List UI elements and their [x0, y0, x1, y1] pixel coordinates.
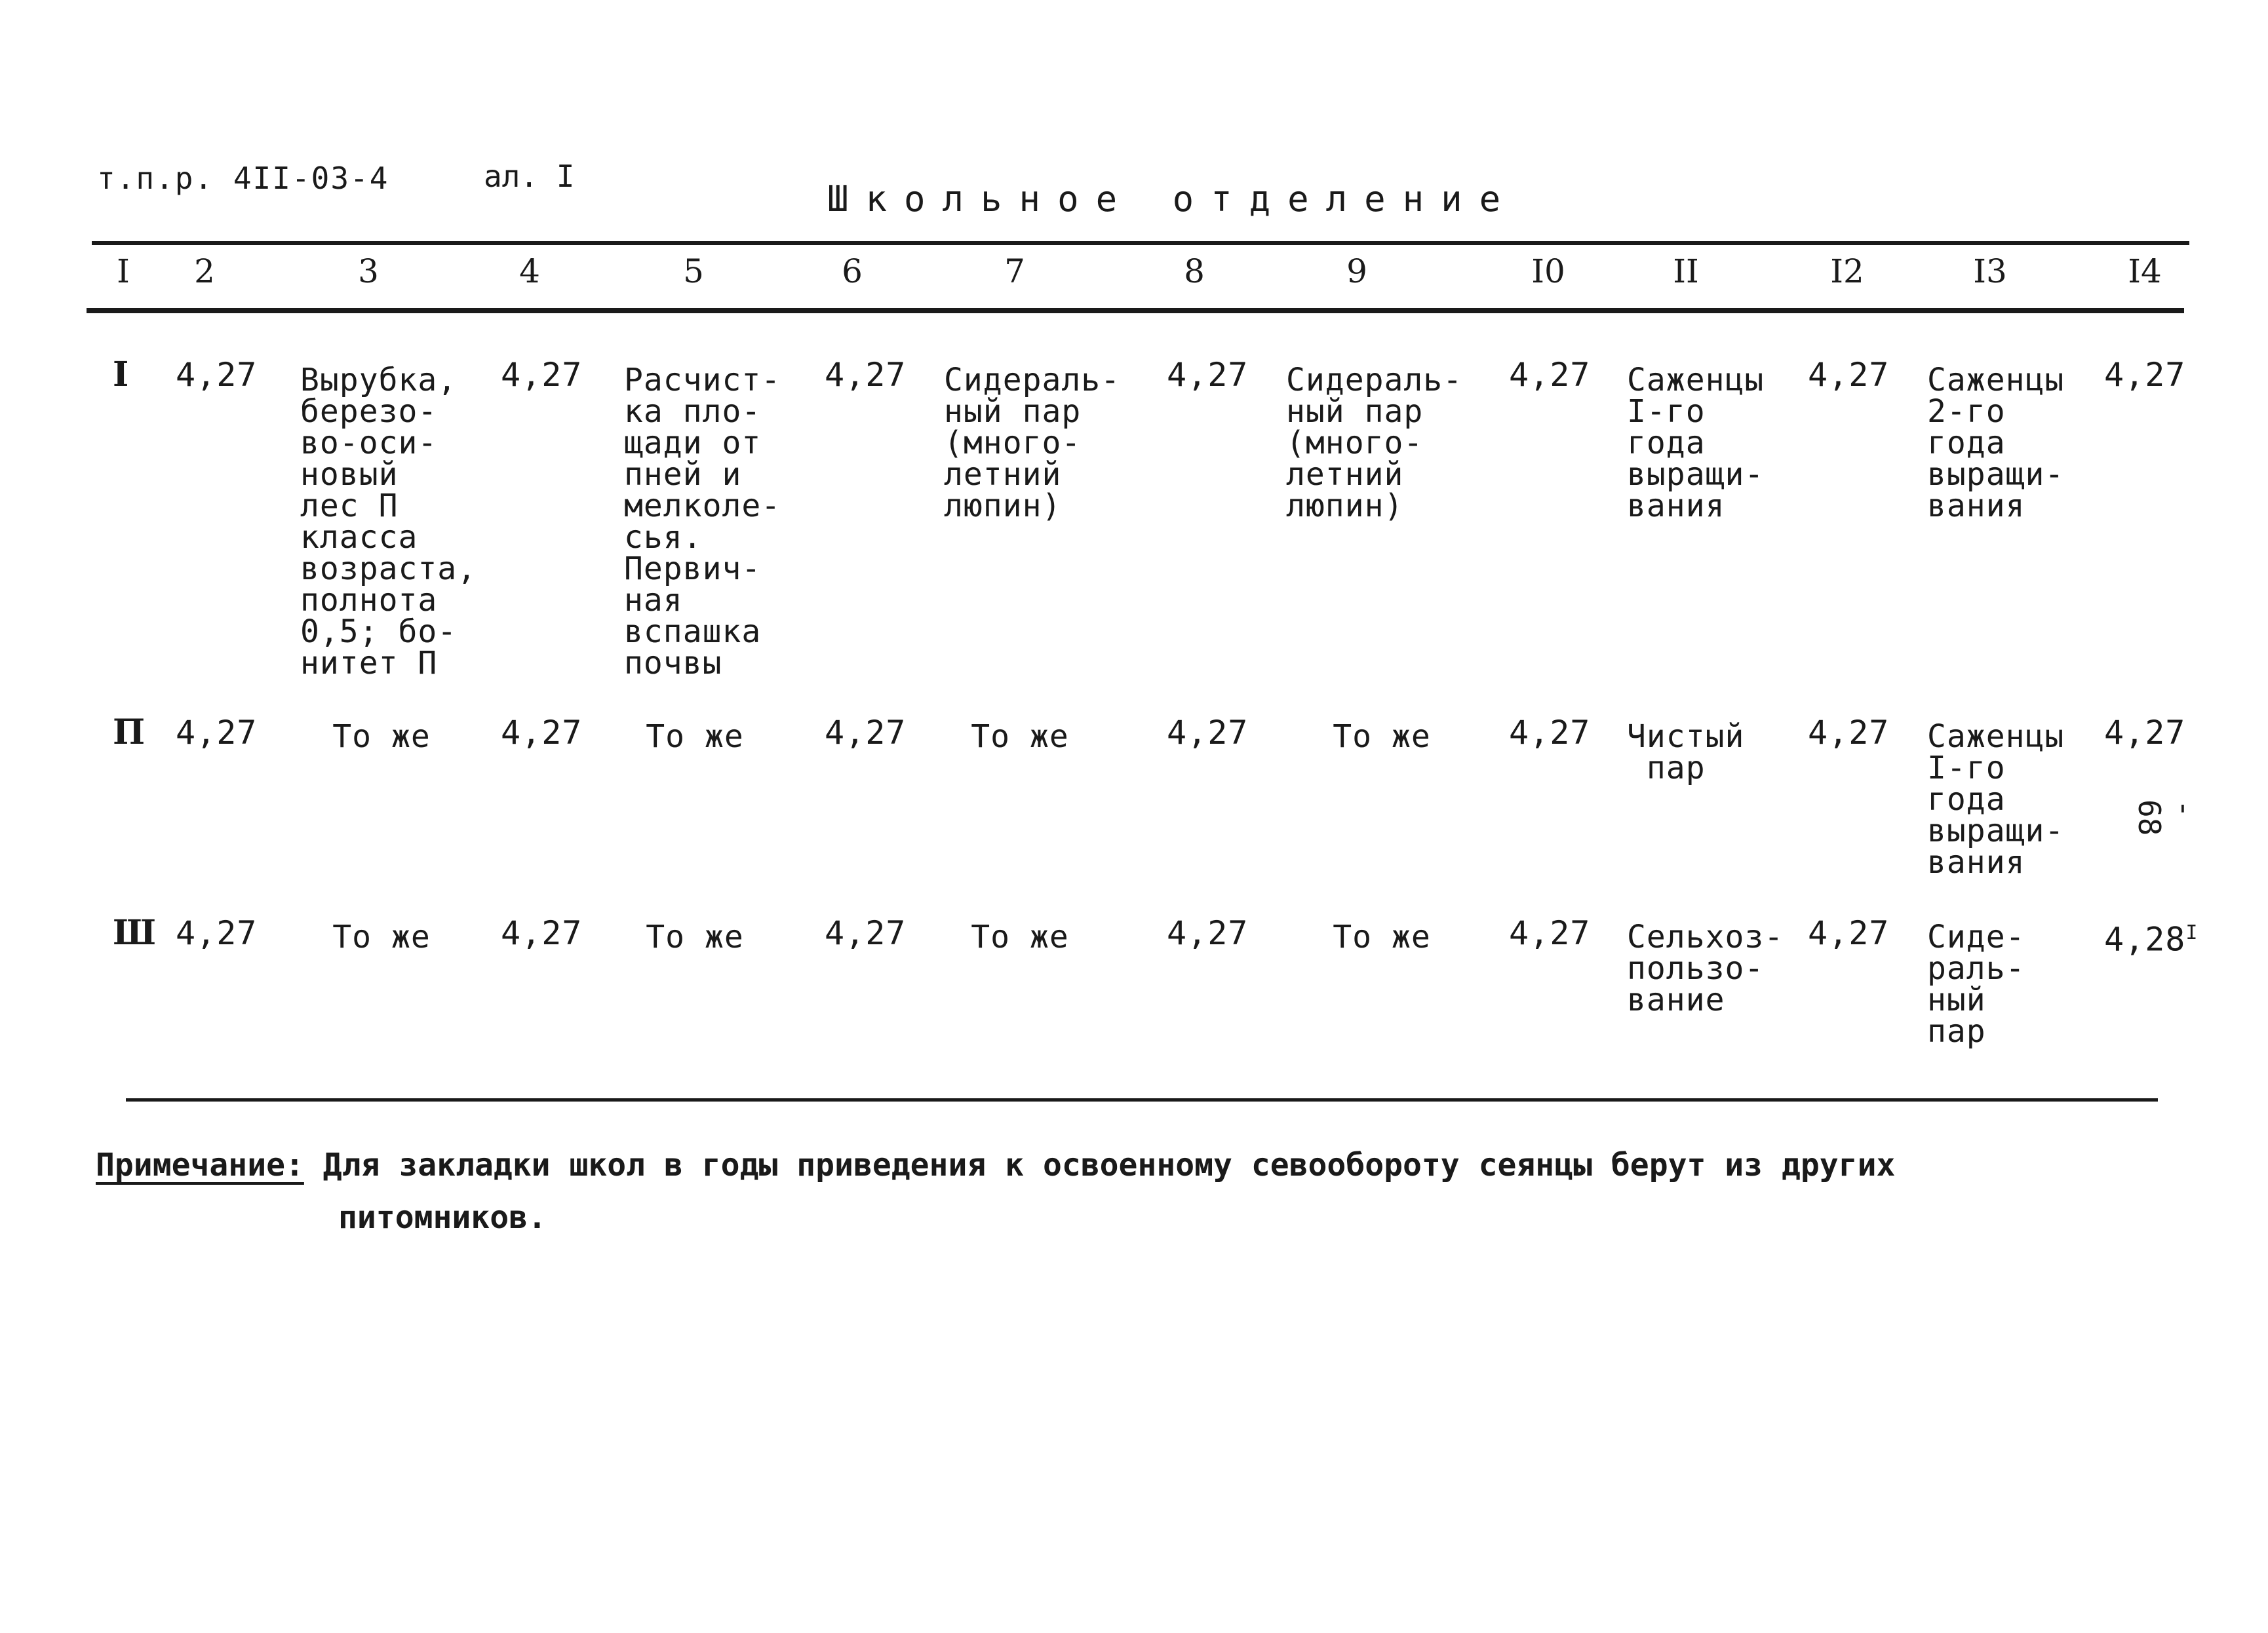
- column-header: 6: [842, 252, 863, 290]
- table-cell: 4,27: [1509, 356, 1591, 394]
- table-cell: То же: [971, 919, 1069, 955]
- table-cell: 4,27: [1509, 714, 1591, 752]
- table-cell: 4,27: [501, 714, 583, 752]
- table-cell: Вырубка, березо- во-оси- новый лес П класса возраста, полнота 0,5; бо- нитет П: [300, 362, 477, 682]
- table-cell: Расчист- ка пло- щади от пней и мелколе- сья. Первич- ная вспашка почвы: [624, 362, 781, 682]
- table-cell: То же: [646, 718, 744, 755]
- table-cell: 4,27: [176, 356, 258, 394]
- table-cell: [2104, 917, 2199, 959]
- table-cell: Сидераль- ный пар (много- летний люпин): [944, 362, 1121, 524]
- table-cell: 4,27: [176, 914, 258, 952]
- table-cell: 4,27: [1808, 914, 1890, 952]
- table-cell: 4,27: [825, 356, 907, 394]
- row-id: Ш: [113, 913, 157, 953]
- column-header: I0: [1531, 252, 1565, 290]
- footnote-mark: I: [2185, 921, 2199, 944]
- column-header: II: [1673, 252, 1699, 290]
- row-id: I: [113, 355, 130, 394]
- table-bottom-rule: [126, 1098, 2158, 1102]
- table-cell: То же: [332, 919, 431, 955]
- page-number: - 68: [2132, 799, 2202, 836]
- page-title: Школьное отделение: [827, 178, 1518, 220]
- column-header: 7: [1004, 252, 1025, 290]
- table-cell: 4,27: [1808, 714, 1890, 752]
- table-cell: 4,27: [1167, 714, 1249, 752]
- table-cell: Чистый пар: [1627, 718, 1745, 786]
- note-line-1: [96, 1139, 1895, 1191]
- note-label: Примечание:: [96, 1147, 304, 1183]
- table-cell: То же: [332, 718, 431, 755]
- note-line-2: питомников.: [338, 1199, 547, 1236]
- table-cell: Сиде- раль- ный пар: [1927, 919, 2025, 1050]
- header-bottom-rule: [87, 308, 2184, 313]
- table-cell: Сельхоз- пользо- вание: [1627, 919, 1784, 1018]
- note-text: Для закладки школ в годы приведения к освоенному севообороту сеянцы берут из других: [323, 1147, 1896, 1183]
- column-header: 9: [1346, 252, 1367, 290]
- table-cell: 4,27: [1509, 914, 1591, 952]
- column-header: I2: [1830, 252, 1864, 290]
- sheet-number: ал. I: [484, 159, 575, 194]
- table-cell: 4,27: [176, 714, 258, 752]
- table-cell: 4,27: [825, 714, 907, 752]
- table-cell: 4,27: [1808, 356, 1890, 394]
- table-cell: Саженцы 2-го года выращи- вания: [1927, 362, 2065, 524]
- column-header: I4: [2128, 252, 2162, 290]
- column-header: 3: [358, 252, 379, 290]
- column-header: 4: [519, 252, 540, 290]
- table-top-rule: [92, 241, 2189, 245]
- table-cell: То же: [1333, 919, 1431, 955]
- note: [96, 1139, 1895, 1244]
- table-cell: 4,27: [825, 914, 907, 952]
- table-cell: 4,27: [1167, 914, 1249, 952]
- table-cell: 4,27: [1167, 356, 1249, 394]
- table-cell: 4,27: [2104, 714, 2186, 752]
- table-cell: Саженцы I-го года выращи- вания: [1927, 718, 2065, 881]
- column-header: I3: [1973, 252, 2007, 290]
- table-cell: 4,27: [501, 914, 583, 952]
- table-cell: 4,27: [501, 356, 583, 394]
- document-reference: т.п.р. 4II-03-4: [97, 161, 389, 196]
- table-cell: То же: [1333, 718, 1431, 755]
- table-cell: То же: [646, 919, 744, 955]
- table-cell: Сидераль- ный пар (много- летний люпин): [1286, 362, 1463, 524]
- row-id: П: [113, 712, 146, 752]
- column-header: 8: [1184, 252, 1205, 290]
- table-cell: Саженцы I-го года выращи- вания: [1627, 362, 1765, 524]
- column-header: 5: [683, 252, 704, 290]
- table-cell-value: 4,28: [2104, 920, 2186, 959]
- column-header: I: [117, 252, 130, 290]
- table-cell: 4,27: [2104, 356, 2186, 394]
- column-header: 2: [194, 252, 215, 290]
- table-cell: То же: [971, 718, 1069, 755]
